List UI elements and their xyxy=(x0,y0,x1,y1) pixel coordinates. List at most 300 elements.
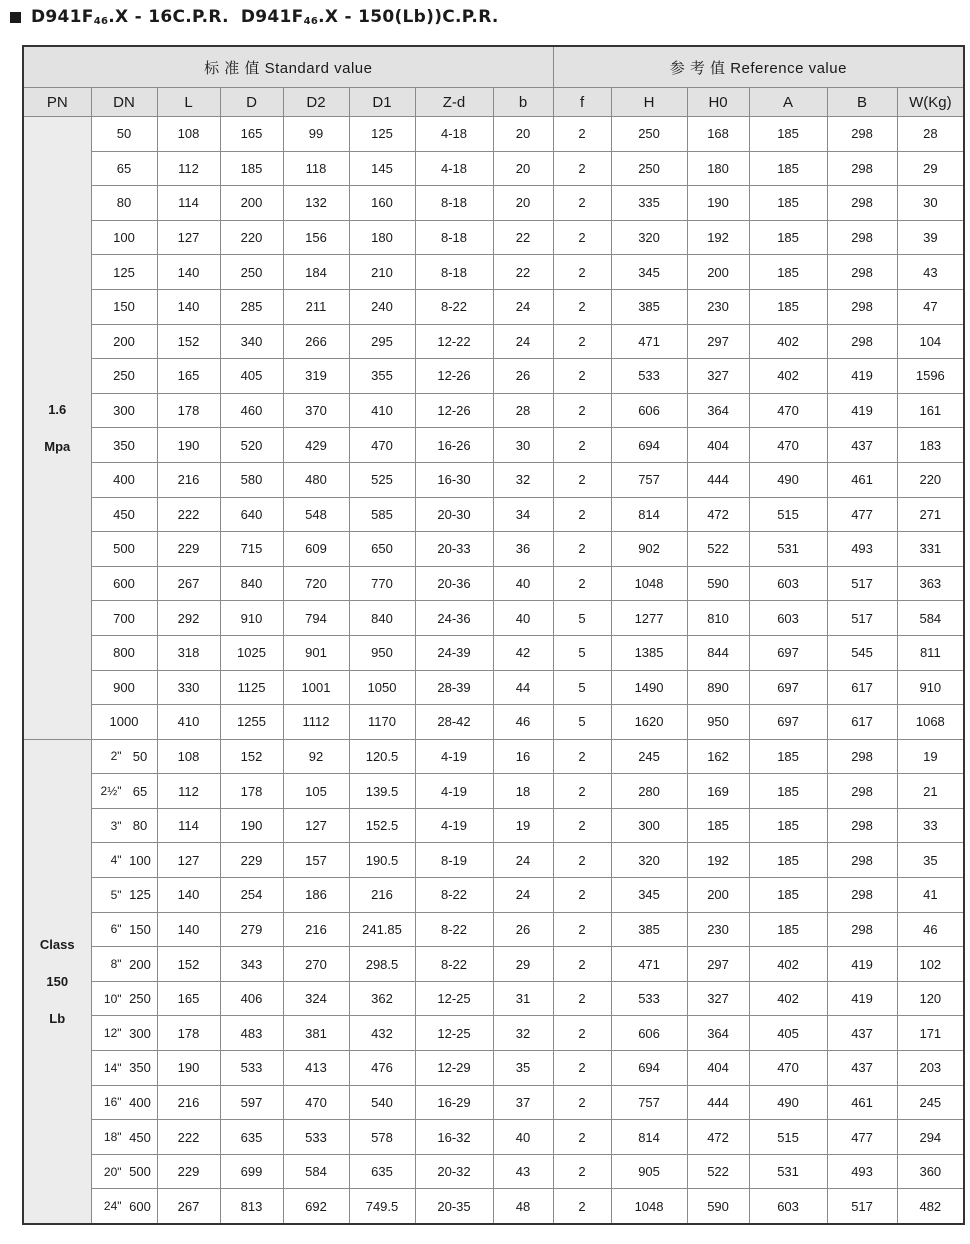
table-cell: 585 xyxy=(349,497,415,532)
dn-cell: 1000 xyxy=(91,705,157,740)
table-cell: 483 xyxy=(220,1016,283,1051)
table-cell: 584 xyxy=(283,1154,349,1189)
table-cell: 901 xyxy=(283,635,349,670)
table-cell: 127 xyxy=(157,843,220,878)
table-cell: 220 xyxy=(897,462,964,497)
table-cell: 152 xyxy=(157,947,220,982)
table-cell: 171 xyxy=(897,1016,964,1051)
table-cell: 19 xyxy=(493,808,553,843)
table-cell: 910 xyxy=(897,670,964,705)
dn-cell: 250 xyxy=(91,359,157,394)
inch-size: 6" xyxy=(110,922,122,937)
table-cell: 185 xyxy=(749,220,827,255)
table-cell: 419 xyxy=(827,393,897,428)
table-cell: 222 xyxy=(157,497,220,532)
dn-value: 125 xyxy=(129,887,151,903)
table-cell: 241.85 xyxy=(349,912,415,947)
table-cell: 597 xyxy=(220,1085,283,1120)
table-cell: 404 xyxy=(687,1051,749,1086)
table-cell: 185 xyxy=(749,289,827,324)
table-cell: 230 xyxy=(687,912,749,947)
table-cell: 910 xyxy=(220,601,283,636)
dn-cell: 600 xyxy=(91,566,157,601)
table-row xyxy=(23,151,964,186)
table-cell: 402 xyxy=(749,981,827,1016)
table-cell: 419 xyxy=(827,947,897,982)
table-cell: 470 xyxy=(749,393,827,428)
table-cell: 2 xyxy=(553,912,611,947)
table-cell: 168 xyxy=(687,117,749,152)
table-cell: 125 xyxy=(349,117,415,152)
spec-table xyxy=(22,45,965,1225)
table-row xyxy=(23,220,964,255)
standard-value-header: 标 准 值 Standard value xyxy=(23,46,553,88)
table-cell: 140 xyxy=(157,289,220,324)
table-cell: 185 xyxy=(749,808,827,843)
dn-cell xyxy=(91,947,157,982)
table-cell: 245 xyxy=(611,739,687,774)
dn-cell: 400 xyxy=(91,462,157,497)
table-cell: 139.5 xyxy=(349,774,415,809)
table-cell: 29 xyxy=(897,151,964,186)
table-cell: 185 xyxy=(749,151,827,186)
table-row xyxy=(23,947,964,982)
table-cell: 298 xyxy=(827,255,897,290)
table-cell: 157 xyxy=(283,843,349,878)
table-cell: 44 xyxy=(493,670,553,705)
table-cell: 298 xyxy=(827,324,897,359)
dn-value: 450 xyxy=(129,1129,151,1145)
table-cell: 37 xyxy=(493,1085,553,1120)
table-cell: 531 xyxy=(749,1154,827,1189)
table-cell: 43 xyxy=(897,255,964,290)
dn-cell xyxy=(91,981,157,1016)
table-cell: 48 xyxy=(493,1189,553,1224)
table-cell: 318 xyxy=(157,635,220,670)
table-cell: 1255 xyxy=(220,705,283,740)
table-cell: 92 xyxy=(283,739,349,774)
table-cell: 840 xyxy=(349,601,415,636)
dn-cell xyxy=(91,912,157,947)
table-cell: 41 xyxy=(897,878,964,913)
table-cell: 102 xyxy=(897,947,964,982)
table-cell: 410 xyxy=(157,705,220,740)
table-cell: 105 xyxy=(283,774,349,809)
table-cell: 20-30 xyxy=(415,497,493,532)
dn-value: 500 xyxy=(129,1164,151,1180)
table-cell: 112 xyxy=(157,151,220,186)
table-cell: 298 xyxy=(827,151,897,186)
table-cell: 22 xyxy=(493,255,553,290)
table-cell: 635 xyxy=(349,1154,415,1189)
inch-size: 18" xyxy=(103,1130,122,1145)
inch-size: 5" xyxy=(110,887,122,902)
dn-cell xyxy=(91,1189,157,1224)
table-cell: 200 xyxy=(220,186,283,221)
table-cell: 345 xyxy=(611,878,687,913)
table-cell: 108 xyxy=(157,739,220,774)
table-cell: 245 xyxy=(897,1085,964,1120)
table-cell: 515 xyxy=(749,1120,827,1155)
table-cell: 413 xyxy=(283,1051,349,1086)
table-cell: 364 xyxy=(687,393,749,428)
table-cell: 470 xyxy=(749,1051,827,1086)
table-cell: 694 xyxy=(611,1051,687,1086)
inch-size: 20" xyxy=(103,1164,122,1179)
table-cell: 419 xyxy=(827,359,897,394)
table-cell: 1025 xyxy=(220,635,283,670)
table-cell: 471 xyxy=(611,324,687,359)
table-cell: 229 xyxy=(157,532,220,567)
table-cell: 270 xyxy=(283,947,349,982)
inch-size: 12" xyxy=(103,1026,122,1041)
table-cell: 522 xyxy=(687,532,749,567)
table-cell: 24-36 xyxy=(415,601,493,636)
table-cell: 34 xyxy=(493,497,553,532)
table-cell: 298 xyxy=(827,912,897,947)
table-row xyxy=(23,1016,964,1051)
header-row-groups xyxy=(23,46,964,88)
table-cell: 12-22 xyxy=(415,324,493,359)
title-model-2: $D941F_{46}.X - 150(Lb))C.P.R$. xyxy=(240,7,499,27)
table-cell: 2 xyxy=(553,1016,611,1051)
table-cell: 295 xyxy=(349,324,415,359)
table-cell: 16-29 xyxy=(415,1085,493,1120)
table-cell: 120 xyxy=(897,981,964,1016)
table-cell: 2 xyxy=(553,462,611,497)
table-cell: 1490 xyxy=(611,670,687,705)
dn-cell xyxy=(91,739,157,774)
dn-cell: 300 xyxy=(91,393,157,428)
table-cell: 493 xyxy=(827,532,897,567)
table-cell: 114 xyxy=(157,808,220,843)
table-cell: 16-26 xyxy=(415,428,493,463)
table-cell: 292 xyxy=(157,601,220,636)
table-cell: 43 xyxy=(493,1154,553,1189)
table-cell: 533 xyxy=(220,1051,283,1086)
dn-value: 600 xyxy=(129,1198,151,1214)
table-cell: 20 xyxy=(493,117,553,152)
table-row xyxy=(23,117,964,152)
table-cell: 1048 xyxy=(611,566,687,601)
table-cell: 2 xyxy=(553,1085,611,1120)
table-cell: 490 xyxy=(749,462,827,497)
table-cell: 482 xyxy=(897,1189,964,1224)
table-cell: 35 xyxy=(897,843,964,878)
dn-value: 80 xyxy=(132,818,148,834)
table-cell: 229 xyxy=(157,1154,220,1189)
table-cell: 190.5 xyxy=(349,843,415,878)
table-cell: 477 xyxy=(827,1120,897,1155)
column-header: f xyxy=(553,88,611,117)
column-header: DN xyxy=(91,88,157,117)
table-cell: 2 xyxy=(553,566,611,601)
table-cell: 362 xyxy=(349,981,415,1016)
table-cell: 298 xyxy=(827,220,897,255)
table-cell: 609 xyxy=(283,532,349,567)
table-cell: 461 xyxy=(827,462,897,497)
table-cell: 33 xyxy=(897,808,964,843)
table-cell: 104 xyxy=(897,324,964,359)
table-cell: 229 xyxy=(220,843,283,878)
table-row xyxy=(23,670,964,705)
table-cell: 178 xyxy=(220,774,283,809)
table-cell: 1277 xyxy=(611,601,687,636)
table-cell: 1001 xyxy=(283,670,349,705)
table-cell: 1385 xyxy=(611,635,687,670)
table-cell: 697 xyxy=(749,670,827,705)
table-row xyxy=(23,428,964,463)
table-cell: 20-33 xyxy=(415,532,493,567)
table-cell: 419 xyxy=(827,981,897,1016)
table-cell: 21 xyxy=(897,774,964,809)
table-cell: 298 xyxy=(827,774,897,809)
table-cell: 603 xyxy=(749,1189,827,1224)
table-cell: 405 xyxy=(220,359,283,394)
page-title xyxy=(10,4,499,30)
table-cell: 2 xyxy=(553,428,611,463)
table-cell: 20-36 xyxy=(415,566,493,601)
table-cell: 31 xyxy=(493,981,553,1016)
table-cell: 145 xyxy=(349,151,415,186)
dn-cell xyxy=(91,1051,157,1086)
dn-cell: 200 xyxy=(91,324,157,359)
table-cell: 26 xyxy=(493,912,553,947)
table-cell: 480 xyxy=(283,462,349,497)
table-cell: 12-25 xyxy=(415,1016,493,1051)
dn-cell: 80 xyxy=(91,186,157,221)
table-cell: 222 xyxy=(157,1120,220,1155)
table-cell: 814 xyxy=(611,1120,687,1155)
dn-value: 65 xyxy=(132,783,148,799)
table-cell: 2 xyxy=(553,1051,611,1086)
square-bullet-icon xyxy=(10,12,21,23)
table-cell: 40 xyxy=(493,566,553,601)
table-cell: 99 xyxy=(283,117,349,152)
table-cell: 216 xyxy=(349,878,415,913)
table-cell: 185 xyxy=(749,774,827,809)
table-cell: 617 xyxy=(827,670,897,705)
table-cell: 402 xyxy=(749,947,827,982)
table-cell: 697 xyxy=(749,635,827,670)
table-cell: 185 xyxy=(749,117,827,152)
table-cell: 1596 xyxy=(897,359,964,394)
table-cell: 185 xyxy=(749,186,827,221)
table-cell: 216 xyxy=(157,462,220,497)
table-row xyxy=(23,1051,964,1086)
dn-cell: 450 xyxy=(91,497,157,532)
table-cell: 331 xyxy=(897,532,964,567)
table-cell: 1112 xyxy=(283,705,349,740)
table-cell: 156 xyxy=(283,220,349,255)
table-cell: 360 xyxy=(897,1154,964,1189)
column-header: L xyxy=(157,88,220,117)
table-cell: 794 xyxy=(283,601,349,636)
table-row xyxy=(23,774,964,809)
pn-group-label: Class 150 Lb xyxy=(23,739,91,1224)
table-cell: 2 xyxy=(553,497,611,532)
table-cell: 950 xyxy=(349,635,415,670)
table-cell: 298 xyxy=(827,739,897,774)
column-header: H xyxy=(611,88,687,117)
table-cell: 203 xyxy=(897,1051,964,1086)
table-row xyxy=(23,878,964,913)
table-cell: 2 xyxy=(553,255,611,290)
table-cell: 185 xyxy=(749,878,827,913)
table-cell: 140 xyxy=(157,255,220,290)
table-cell: 814 xyxy=(611,497,687,532)
table-cell: 298 xyxy=(827,186,897,221)
table-row xyxy=(23,1189,964,1224)
table-cell: 298 xyxy=(827,808,897,843)
dn-cell xyxy=(91,1016,157,1051)
table-cell: 590 xyxy=(687,1189,749,1224)
table-cell: 46 xyxy=(493,705,553,740)
table-row xyxy=(23,186,964,221)
table-cell: 152.5 xyxy=(349,808,415,843)
table-cell: 320 xyxy=(611,843,687,878)
table-cell: 185 xyxy=(749,843,827,878)
table-cell: 471 xyxy=(611,947,687,982)
table-cell: 8-22 xyxy=(415,947,493,982)
table-cell: 28 xyxy=(897,117,964,152)
table-cell: 635 xyxy=(220,1120,283,1155)
table-cell: 517 xyxy=(827,1189,897,1224)
table-cell: 2 xyxy=(553,1154,611,1189)
table-cell: 902 xyxy=(611,532,687,567)
table-cell: 1170 xyxy=(349,705,415,740)
table-cell: 2 xyxy=(553,393,611,428)
table-cell: 4-19 xyxy=(415,774,493,809)
table-cell: 183 xyxy=(897,428,964,463)
table-cell: 20 xyxy=(493,186,553,221)
table-cell: 112 xyxy=(157,774,220,809)
table-cell: 470 xyxy=(749,428,827,463)
table-cell: 185 xyxy=(749,912,827,947)
table-cell: 165 xyxy=(157,359,220,394)
table-cell: 437 xyxy=(827,1051,897,1086)
table-cell: 165 xyxy=(220,117,283,152)
table-cell: 8-22 xyxy=(415,289,493,324)
table-cell: 840 xyxy=(220,566,283,601)
column-header: Z-d xyxy=(415,88,493,117)
table-cell: 813 xyxy=(220,1189,283,1224)
table-cell: 5 xyxy=(553,705,611,740)
table-cell: 40 xyxy=(493,1120,553,1155)
table-cell: 180 xyxy=(687,151,749,186)
dn-cell: 50 xyxy=(91,117,157,152)
table-cell: 36 xyxy=(493,532,553,567)
table-cell: 844 xyxy=(687,635,749,670)
column-header: H0 xyxy=(687,88,749,117)
table-cell: 757 xyxy=(611,1085,687,1120)
dn-value: 350 xyxy=(129,1060,151,1076)
table-cell: 24 xyxy=(493,324,553,359)
table-cell: 26 xyxy=(493,359,553,394)
table-cell: 4-18 xyxy=(415,117,493,152)
table-cell: 16 xyxy=(493,739,553,774)
table-cell: 190 xyxy=(157,1051,220,1086)
table-cell: 186 xyxy=(283,878,349,913)
table-cell: 490 xyxy=(749,1085,827,1120)
table-cell: 1125 xyxy=(220,670,283,705)
table-row xyxy=(23,705,964,740)
dn-cell xyxy=(91,774,157,809)
table-row xyxy=(23,566,964,601)
table-cell: 520 xyxy=(220,428,283,463)
table-cell: 640 xyxy=(220,497,283,532)
table-cell: 650 xyxy=(349,532,415,567)
table-cell: 127 xyxy=(283,808,349,843)
table-cell: 285 xyxy=(220,289,283,324)
table-cell: 402 xyxy=(749,324,827,359)
table-row xyxy=(23,359,964,394)
dn-cell xyxy=(91,843,157,878)
table-cell: 2 xyxy=(553,1189,611,1224)
table-cell: 20-35 xyxy=(415,1189,493,1224)
table-cell: 2 xyxy=(553,981,611,1016)
table-cell: 29 xyxy=(493,947,553,982)
pn-group-label: 1.6 Mpa xyxy=(23,117,91,740)
table-cell: 603 xyxy=(749,601,827,636)
table-cell: 472 xyxy=(687,497,749,532)
table-cell: 40 xyxy=(493,601,553,636)
table-cell: 715 xyxy=(220,532,283,567)
table-cell: 493 xyxy=(827,1154,897,1189)
table-cell: 335 xyxy=(611,186,687,221)
dn-cell: 125 xyxy=(91,255,157,290)
table-cell: 298.5 xyxy=(349,947,415,982)
table-cell: 32 xyxy=(493,1016,553,1051)
dn-cell: 500 xyxy=(91,532,157,567)
table-cell: 2 xyxy=(553,359,611,394)
table-cell: 22 xyxy=(493,220,553,255)
table-cell: 297 xyxy=(687,947,749,982)
inch-size: 2½" xyxy=(100,784,122,799)
table-cell: 132 xyxy=(283,186,349,221)
table-cell: 472 xyxy=(687,1120,749,1155)
table-cell: 617 xyxy=(827,705,897,740)
table-cell: 8-22 xyxy=(415,912,493,947)
table-cell: 692 xyxy=(283,1189,349,1224)
table-cell: 8-18 xyxy=(415,186,493,221)
table-cell: 20 xyxy=(493,151,553,186)
dn-value: 200 xyxy=(129,956,151,972)
table-cell: 184 xyxy=(283,255,349,290)
table-cell: 1068 xyxy=(897,705,964,740)
inch-size: 16" xyxy=(103,1095,122,1110)
table-cell: 185 xyxy=(687,808,749,843)
table-cell: 120.5 xyxy=(349,739,415,774)
table-cell: 749.5 xyxy=(349,1189,415,1224)
header-row-columns xyxy=(23,88,964,117)
table-cell: 355 xyxy=(349,359,415,394)
table-cell: 190 xyxy=(220,808,283,843)
table-cell: 160 xyxy=(349,186,415,221)
table-cell: 2 xyxy=(553,1120,611,1155)
table-cell: 30 xyxy=(493,428,553,463)
table-cell: 280 xyxy=(611,774,687,809)
table-row xyxy=(23,739,964,774)
dn-cell: 800 xyxy=(91,635,157,670)
table-cell: 385 xyxy=(611,289,687,324)
table-cell: 24 xyxy=(493,843,553,878)
table-cell: 185 xyxy=(749,739,827,774)
table-cell: 267 xyxy=(157,1189,220,1224)
table-cell: 250 xyxy=(611,117,687,152)
table-cell: 2 xyxy=(553,878,611,913)
table-cell: 810 xyxy=(687,601,749,636)
